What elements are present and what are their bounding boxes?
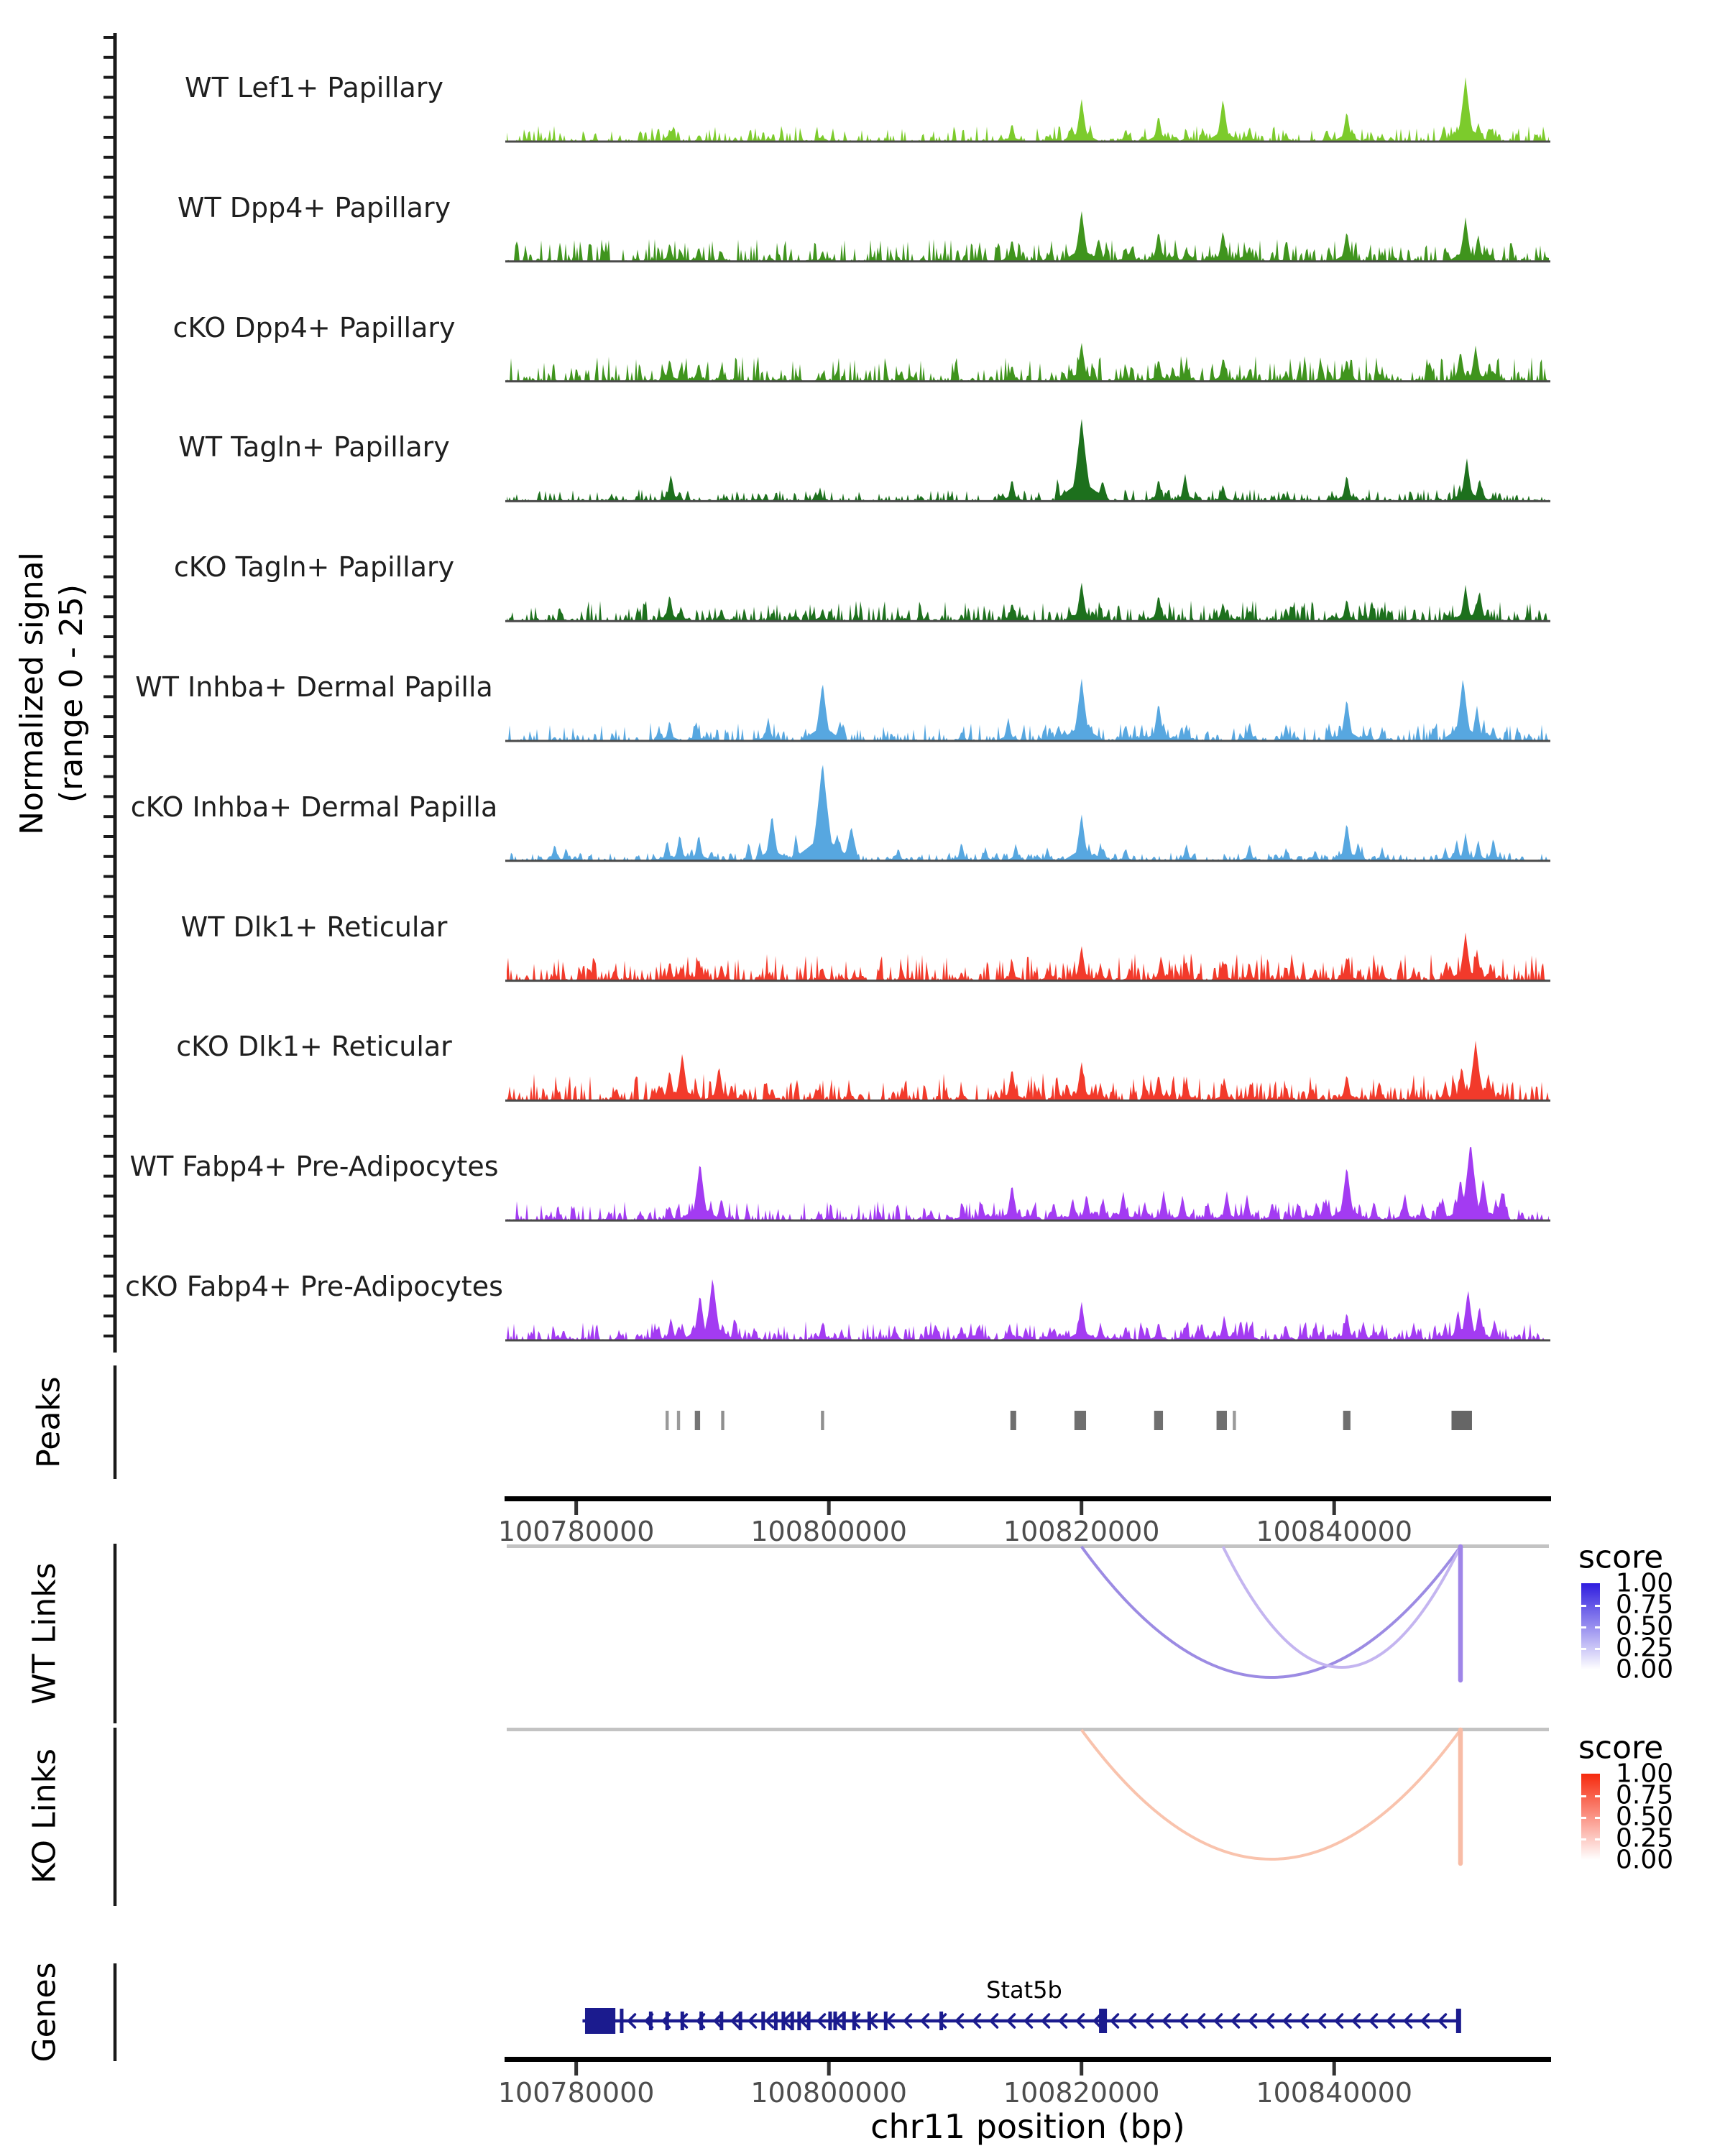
x-axis-tick-label: 100780000 [497, 1516, 655, 1547]
gene-exon [781, 2012, 785, 2030]
legend-gradient-tick [1581, 1648, 1586, 1650]
legend-gradient-tick [1595, 1795, 1600, 1797]
legend-gradient-tick [1581, 1817, 1586, 1819]
signal-track [505, 343, 1550, 382]
track-label: WT Tagln+ Papillary [178, 431, 450, 464]
x-axis-line-top [505, 1496, 1551, 1501]
gene-exon [681, 2012, 684, 2030]
legend-gradient-tick [1595, 1626, 1600, 1628]
x-axis-tick-bottom [1333, 2062, 1336, 2076]
peak-interval [721, 1411, 724, 1430]
gene-exon [666, 2012, 669, 2030]
legend-gradient-tick [1595, 1605, 1600, 1607]
peak-interval [695, 1411, 700, 1430]
x-axis-tick-bottom [574, 2062, 578, 2076]
peak-interval [1011, 1411, 1016, 1430]
signal-track [505, 1279, 1550, 1340]
wt-score-legend-gradient [1581, 1583, 1600, 1669]
signal-area [507, 1041, 1549, 1100]
legend-gradient-tick [1581, 1626, 1586, 1628]
x-axis-tick-bottom [827, 2062, 831, 2076]
signal-area [507, 343, 1549, 382]
legend-gradient-tick [1595, 1648, 1600, 1650]
signal-area [507, 211, 1549, 262]
gene-exon [1456, 2009, 1461, 2033]
legend-gradient-tick [1595, 1838, 1600, 1841]
x-axis-tick-label: 100820000 [1003, 1516, 1160, 1547]
score-legend-tick-label: 0.25 [1616, 1823, 1674, 1853]
score-legend-tick-label: 0.75 [1616, 1780, 1674, 1810]
peak-interval [821, 1411, 824, 1430]
gene-exon [649, 2012, 653, 2030]
ko-link-arc [1082, 1730, 1460, 1859]
x-axis-title: chr11 position (bp) [870, 2107, 1185, 2146]
x-axis-tick-label: 100780000 [497, 2077, 655, 2109]
gene-exon [699, 2012, 703, 2030]
x-axis-tick-top [574, 1501, 578, 1515]
genes-section-label: Genes [26, 1962, 63, 2063]
signal-area [507, 1279, 1549, 1340]
x-axis-tick-bottom [1080, 2062, 1083, 2076]
track-label: WT Inhba+ Dermal Papilla [135, 671, 493, 703]
gene-exon [852, 2012, 856, 2030]
ko-links-section-label: KO Links [26, 1748, 63, 1884]
ko-link-guide-line [507, 1728, 1549, 1731]
score-legend-tick-label: 1.00 [1616, 1759, 1674, 1789]
track-label: WT Fabp4+ Pre-Adipocytes [129, 1151, 499, 1183]
gene-exon [620, 2009, 623, 2033]
signal-area [507, 765, 1549, 861]
score-legend-tick-label: 0.00 [1616, 1654, 1674, 1685]
signal-area [507, 1147, 1549, 1220]
legend-gradient-tick [1595, 1817, 1600, 1819]
track-label: WT Lef1+ Papillary [185, 72, 443, 103]
peak-interval [1343, 1411, 1351, 1430]
x-axis-tick-label: 100800000 [750, 2077, 907, 2109]
track-label: cKO Inhba+ Dermal Papilla [130, 791, 498, 823]
score-legend-tick-label: 0.75 [1616, 1590, 1674, 1620]
gene-exon [774, 2012, 778, 2030]
x-axis-tick-label: 100840000 [1256, 1516, 1412, 1547]
x-axis-tick-label: 100840000 [1256, 2077, 1412, 2109]
signal-track [505, 583, 1550, 622]
legend-gradient-tick [1581, 1838, 1586, 1841]
signal-track [505, 932, 1550, 980]
wt-link-arc [1082, 1547, 1460, 1677]
score-legend-tick-label: 0.50 [1616, 1611, 1674, 1641]
gene-exon [761, 2012, 765, 2030]
signal-area [507, 77, 1549, 142]
legend-gradient-tick [1581, 1795, 1586, 1797]
score-legend-tick-label: 0.25 [1616, 1633, 1674, 1663]
score-legend-tick-label: 0.00 [1616, 1845, 1674, 1875]
track-label: cKO Dpp4+ Papillary [172, 311, 456, 344]
signal-axis-label [12, 552, 91, 835]
signal-area [507, 419, 1549, 502]
gene-exon [884, 2012, 888, 2030]
gene-model [582, 2008, 1460, 2034]
peak-interval [1217, 1411, 1227, 1430]
x-axis-tick-label: 100800000 [750, 1516, 907, 1547]
gene-exon [739, 2012, 742, 2030]
peaks-section-label: Peaks [30, 1376, 68, 1468]
gene-exon [833, 2012, 837, 2030]
signal-track [505, 419, 1550, 502]
track-label: WT Dpp4+ Papillary [177, 191, 451, 224]
gene-exon [939, 2012, 943, 2030]
score-legend-tick-label: 0.50 [1616, 1802, 1674, 1832]
signal-axis-label-line1: Normalized signal [14, 552, 50, 835]
signal-track [505, 678, 1550, 741]
track-label: cKO Tagln+ Papillary [173, 551, 455, 584]
peak-interval [677, 1411, 680, 1430]
peak-interval [1451, 1411, 1471, 1430]
gene-utr-box [585, 2008, 615, 2034]
peak-interval [666, 1411, 668, 1430]
signal-track [505, 77, 1550, 142]
signal-track [505, 765, 1550, 861]
track-label: cKO Fabp4+ Pre-Adipocytes [125, 1271, 503, 1302]
gene-exon [719, 2012, 723, 2030]
gene-exon [828, 2012, 832, 2030]
signal-area [507, 932, 1549, 980]
wt-links-section-label: WT Links [26, 1562, 63, 1705]
signal-area [507, 583, 1549, 622]
wt-link-arc [1223, 1547, 1460, 1667]
peak-interval [1154, 1411, 1163, 1430]
track-label: WT Dlk1+ Reticular [180, 911, 448, 943]
x-axis-tick-label: 100820000 [1003, 2077, 1160, 2109]
x-axis-tick-top [1333, 1501, 1336, 1515]
signal-track [505, 211, 1550, 262]
score-legend-tick-label: 1.00 [1616, 1568, 1674, 1598]
gene-exon [791, 2012, 794, 2030]
peak-interval [1233, 1411, 1236, 1430]
track-label: cKO Dlk1+ Reticular [176, 1031, 452, 1063]
signal-track [505, 1041, 1550, 1100]
gene-name-label: Stat5b [986, 1976, 1062, 2004]
wt-score-legend-title: score [1578, 1539, 1664, 1576]
gene-exon [1099, 2009, 1107, 2033]
x-axis-tick-top [827, 1501, 831, 1515]
legend-gradient-tick [1581, 1605, 1586, 1607]
gene-exon [842, 2012, 846, 2030]
peak-interval [1075, 1411, 1086, 1430]
signal-track [505, 1147, 1550, 1220]
signal-axis-label-line2: (range 0 - 25) [53, 584, 90, 803]
x-axis-line-bottom [505, 2057, 1551, 2062]
ko-score-legend-gradient [1581, 1774, 1600, 1860]
gene-exon [797, 2012, 801, 2030]
ko-score-legend-title: score [1578, 1729, 1664, 1766]
x-axis-tick-top [1080, 1501, 1083, 1515]
signal-area [507, 678, 1549, 741]
gene-exon [807, 2012, 811, 2030]
gene-exon [868, 2012, 871, 2030]
